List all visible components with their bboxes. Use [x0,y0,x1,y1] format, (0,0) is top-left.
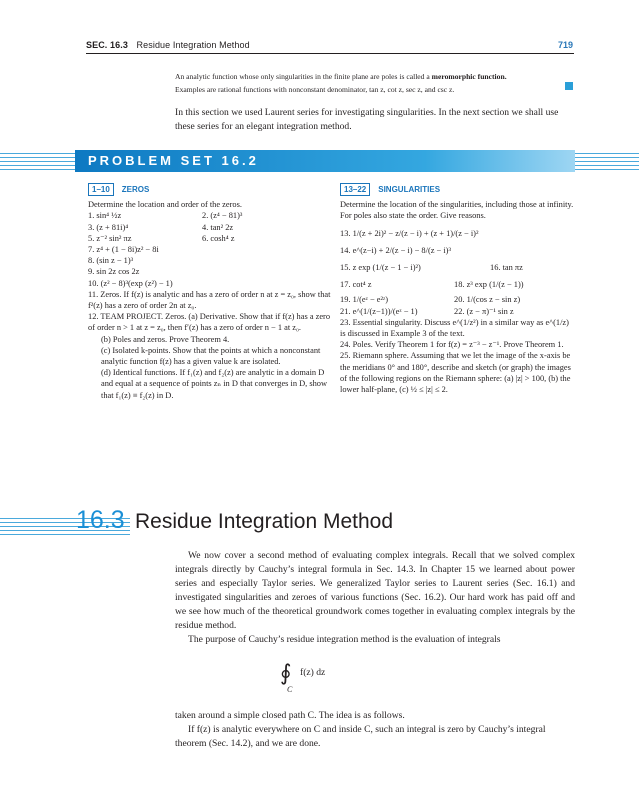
page-number: 719 [557,40,573,50]
problem-4: 4. tan² 2z [202,222,234,232]
zeros-heading [88,183,333,196]
contour-integral [280,660,360,696]
problem-12b: (b) Poles and zeros. Prove Theorem 4. [101,334,230,344]
problem-18: 18. z³ exp (1/(z − 1)) [454,280,524,290]
integral-path-label: C [287,685,293,694]
problem-12c: (c) Isolated k-points. Show that the points at which a nonconstant analytic function f(z) has a given value k are isolated. [101,345,321,367]
note-term: meromorphic function. [431,72,507,81]
zeros-row-3 [88,233,333,244]
problem-11: 11. Zeros. If f(z) is analytic and has a zero of order n at z = z₀, show that f²(z) has a zero of order 2n at z₀. [88,289,331,311]
zeros-range: 1–10 [88,183,114,196]
problem-8: 8. (sin z − 1)³ [88,256,134,266]
problem-23: 23. Essential singularity. Discuss e^(1/z²) in a similar way as e^(1/z) is discussed in Example 3 of the text. [340,317,569,339]
singularities-title: SINGULARITIES [378,185,441,194]
problem-12: 12. TEAM PROJECT. Zeros. (a) Derivative. Show that if f(z) has a zero of order n > 1 at z = z₀, then f′(z) has a zero of order n − 1 at z₀. [88,312,331,333]
problem-20: 20. 1/(cos z − sin z) [454,295,521,305]
zeros-row-1 [88,210,333,221]
meromorphic-note [175,70,574,96]
problem-22: 22. (z − π)⁻¹ sin z [454,306,514,316]
sing-row-15-16 [340,262,576,273]
problem-12d: (d) Identical functions. If f₁(z) and f₂(z) are analytic in a domain D and equal at a sequence of points zₙ in D that converges in D, show that f₁(z) ≡ f₂(z) in D. [101,368,328,400]
body-paragraph-2: The purpose of Cauchy’s residue integration method is the evaluation of integrals [188,634,501,645]
running-head [86,40,250,50]
problem-13: 13. 1/(z + 2i)² − z/(z − i) + (z + 1)/(z − i)² [340,228,479,238]
singularities-heading [340,183,576,196]
singularities-instruction: Determine the location of the singularities, including those at infinity. For poles also state the order. Give reasons. [340,200,574,221]
zeros-column [88,183,333,401]
zeros-instruction: Determine the location and order of the zeros. [88,200,242,210]
problem-2: 2. (z⁴ − 81)³ [202,211,243,221]
sing-row-21-22 [340,306,576,317]
tail-paragraph-2: If f(z) is analytic everywhere on C and inside C, such an integral is zero by Cauchy’s integral theorem (Sec. 14.2), and we are done. [175,724,546,749]
problem-10: 10. (z² − 8)³(exp (z²) − 1) [88,278,173,288]
problem-3: 3. (z + 81i)⁴ [88,222,129,232]
singularities-range: 13–22 [340,183,370,196]
problem-16: 16. tan πz [490,263,523,273]
end-of-note-marker [565,82,573,90]
problem-5: 5. z⁻² sin² πz [88,233,132,243]
problem-15: 15. z exp (1/(z − 1 − i)²) [340,263,421,273]
running-head-title: Residue Integration Method [136,40,250,50]
section-body [175,549,575,647]
contour-integral-sign: ∮ [280,660,292,685]
note-text: An analytic function whose only singularities in the finite plane are poles is called a [175,72,432,81]
closing-text [175,709,575,751]
tail-paragraph-1: taken around a simple closed path C. The idea is as follows. [175,710,405,721]
singularities-column [340,183,576,395]
problem-9: 9. sin 2z cos 2z [88,267,140,277]
problem-14: 14. e^(z−i) + 2/(z − i) − 8/(z − i)³ [340,245,451,255]
problem-set-title: PROBLEM SET 16.2 [88,153,259,168]
sing-row-19-20 [340,294,576,305]
problem-25: 25. Riemann sphere. Assuming that we let the image of the x-axis be the meridians 0° and 180°, describe and sketch (or graph) the images of the following regions on the Riemann sphere: (a) |z| > 100, (b) the lower half-plane, (c) ½ ≤ |z| ≤ 2. [340,351,571,395]
integral-expression: f(z) dz [300,667,326,678]
problem-21: 21. e^(1/(z−1))/(eᶻ − 1) [340,306,418,316]
problem-7: 7. z⁴ + (1 − 8i)z² − 8i [88,245,159,255]
problem-19: 19. 1/(eᶻ − e²ᶻ) [340,295,389,305]
intro-paragraph: In this section we used Laurent series for investigating singularities. In the next section we shall use these series for an elegant integration method. [175,107,559,132]
header-rule [86,53,574,54]
problem-17: 17. cot⁴ z [340,280,372,290]
problem-1: 1. sin⁴ ½z [88,211,122,221]
note-examples: Examples are rational functions with nonconstant denominator, tan z, cot z, sec z, and csc z. [175,85,455,94]
zeros-row-2 [88,222,333,233]
body-paragraph-1: We now cover a second method of evaluating complex integrals. Recall that we solved complex integrals directly by Cauchy’s integral formula in Sec. 14.3. In Chapter 15 we learned about power series and especially Taylor series. We generalized Taylor series to Laurent series (Sec. 16.1) and investigated singularities and zeroes of various functions (Sec. 16.2). Our hard work has paid off and we see how much of the theoretical groundwork comes together in evaluating complex integrals by the residue method. [175,550,575,631]
section-number: 16.3 [76,506,125,534]
problem-24: 24. Poles. Verify Theorem 1 for f(z) = z⁻³ − z⁻¹. Prove Theorem 1. [340,340,564,350]
zeros-title: ZEROS [121,185,150,194]
problem-6: 6. cosh⁴ z [202,233,235,243]
running-head-section: SEC. 16.3 [86,40,128,50]
sing-row-17-18 [340,279,576,290]
section-title: Residue Integration Method [135,510,393,533]
